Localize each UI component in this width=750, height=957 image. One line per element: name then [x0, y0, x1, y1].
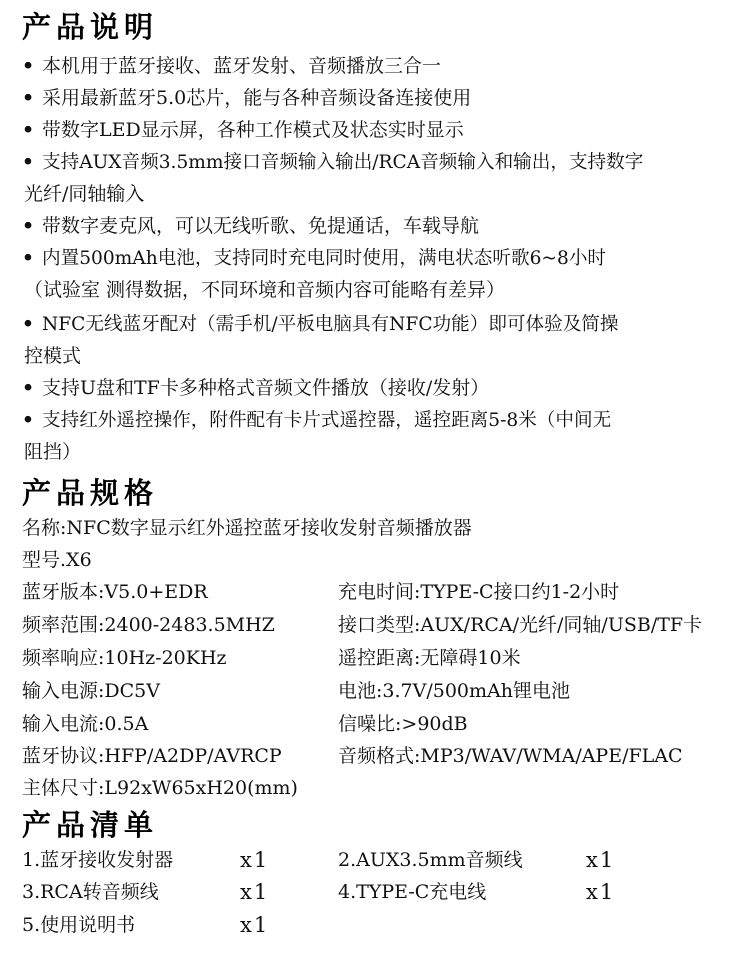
description-item — [22, 116, 742, 145]
spec-battery: 电池:3.7V/500mAh锂电池 — [338, 680, 570, 702]
package-item-name: 4.TYPE-C充电线 — [338, 881, 487, 903]
spec-name: 名称:NFC数字显示红外遥控蓝牙接收发射音频播放器 — [22, 517, 472, 539]
spec-remote-distance: 遥控距离:无障碍10米 — [338, 647, 521, 669]
description-text-continued: （试验室 测得数据，不同环境和音频内容可能略有差异） — [24, 279, 506, 301]
description-text: 支持U盘和TF卡多种格式音频文件播放（接收/发射） — [42, 377, 490, 399]
spec-size: 主体尺寸:L92xW65xH20(mm) — [22, 777, 298, 799]
description-item — [22, 212, 742, 241]
package-item-qty: x1 — [240, 848, 270, 872]
bullet-icon: • — [22, 377, 35, 399]
description-item — [22, 84, 742, 113]
bullet-icon: • — [22, 314, 34, 335]
package-item-qty: x1 — [240, 913, 270, 937]
description-item — [22, 310, 742, 339]
spec-audio-format: 音频格式:MP3/WAV/WMA/APE/FLAC — [338, 745, 683, 767]
description-text: NFC无线蓝牙配对（需手机/平板电脑具有NFC功能）即可体验及简操 — [42, 314, 619, 335]
spec-snr: 信噪比:>90dB — [338, 713, 468, 735]
spec-model: 型号.X6 — [22, 549, 92, 571]
package-item-qty: x1 — [586, 848, 616, 872]
bullet-icon: • — [22, 87, 35, 109]
description-text: 带数字麦克风，可以无线听歌、免提通话，车载导航 — [42, 215, 480, 237]
description-text: 本机用于蓝牙接收、蓝牙发射、音频播放三合一 — [42, 55, 442, 77]
description-text: 内置500mAh电池，支持同时充电同时使用，满电状态听歌6~8小时 — [42, 248, 607, 269]
bullet-icon: • — [22, 248, 34, 269]
package-item-name: 1.蓝牙接收发射器 — [22, 849, 174, 871]
bullet-icon: • — [22, 215, 35, 237]
description-item — [22, 374, 742, 403]
description-text-continued: 光纤/同轴输入 — [24, 183, 145, 205]
spec-input-power: 输入电源:DC5V — [22, 680, 160, 702]
spec-freq-range: 频率范围:2400-2483.5MHZ — [22, 614, 275, 636]
spec-bt-version: 蓝牙版本:V5.0+EDR — [22, 581, 208, 603]
section-title-specs: 产品规格 — [22, 476, 159, 510]
bullet-icon: • — [22, 152, 34, 173]
package-item-name: 3.RCA转音频线 — [22, 881, 159, 903]
description-text-continued: 阻挡） — [24, 441, 82, 463]
description-text-continued: 控模式 — [24, 345, 82, 367]
section-title-package: 产品清单 — [22, 808, 159, 842]
description-item — [22, 406, 742, 435]
bullet-icon: • — [22, 119, 35, 141]
description-item — [22, 244, 742, 273]
description-text: 带数字LED显示屏，各种工作模式及状态实时显示 — [42, 119, 464, 141]
spec-freq-response: 频率响应:10Hz-20KHz — [22, 647, 227, 669]
description-text: 支持红外遥控操作，附件配有卡片式遥控器，遥控距离5-8米（中间无 — [42, 410, 612, 431]
spec-interface: 接口类型:AUX/RCA/光纤/同轴/USB/TF卡 — [338, 614, 703, 636]
section-title-description: 产品说明 — [22, 10, 159, 44]
spec-input-current: 输入电流:0.5A — [22, 713, 149, 735]
description-item — [22, 52, 742, 81]
bullet-icon: • — [22, 410, 34, 431]
spec-bt-protocol: 蓝牙协议:HFP/A2DP/AVRCP — [22, 745, 282, 767]
package-item-qty: x1 — [240, 880, 270, 904]
package-item-name: 5.使用说明书 — [22, 914, 136, 936]
spec-charge-time: 充电时间:TYPE-C接口约1-2小时 — [338, 581, 620, 603]
description-text: 采用最新蓝牙5.0芯片，能与各种音频设备连接使用 — [42, 87, 472, 109]
package-item-name: 2.AUX3.5mm音频线 — [338, 849, 523, 871]
description-item — [22, 148, 742, 177]
description-text: 支持AUX音频3.5mm接口音频输入输出/RCA音频输入和输出，支持数字 — [42, 152, 644, 173]
package-item-qty: x1 — [586, 880, 616, 904]
bullet-icon: • — [22, 55, 35, 77]
